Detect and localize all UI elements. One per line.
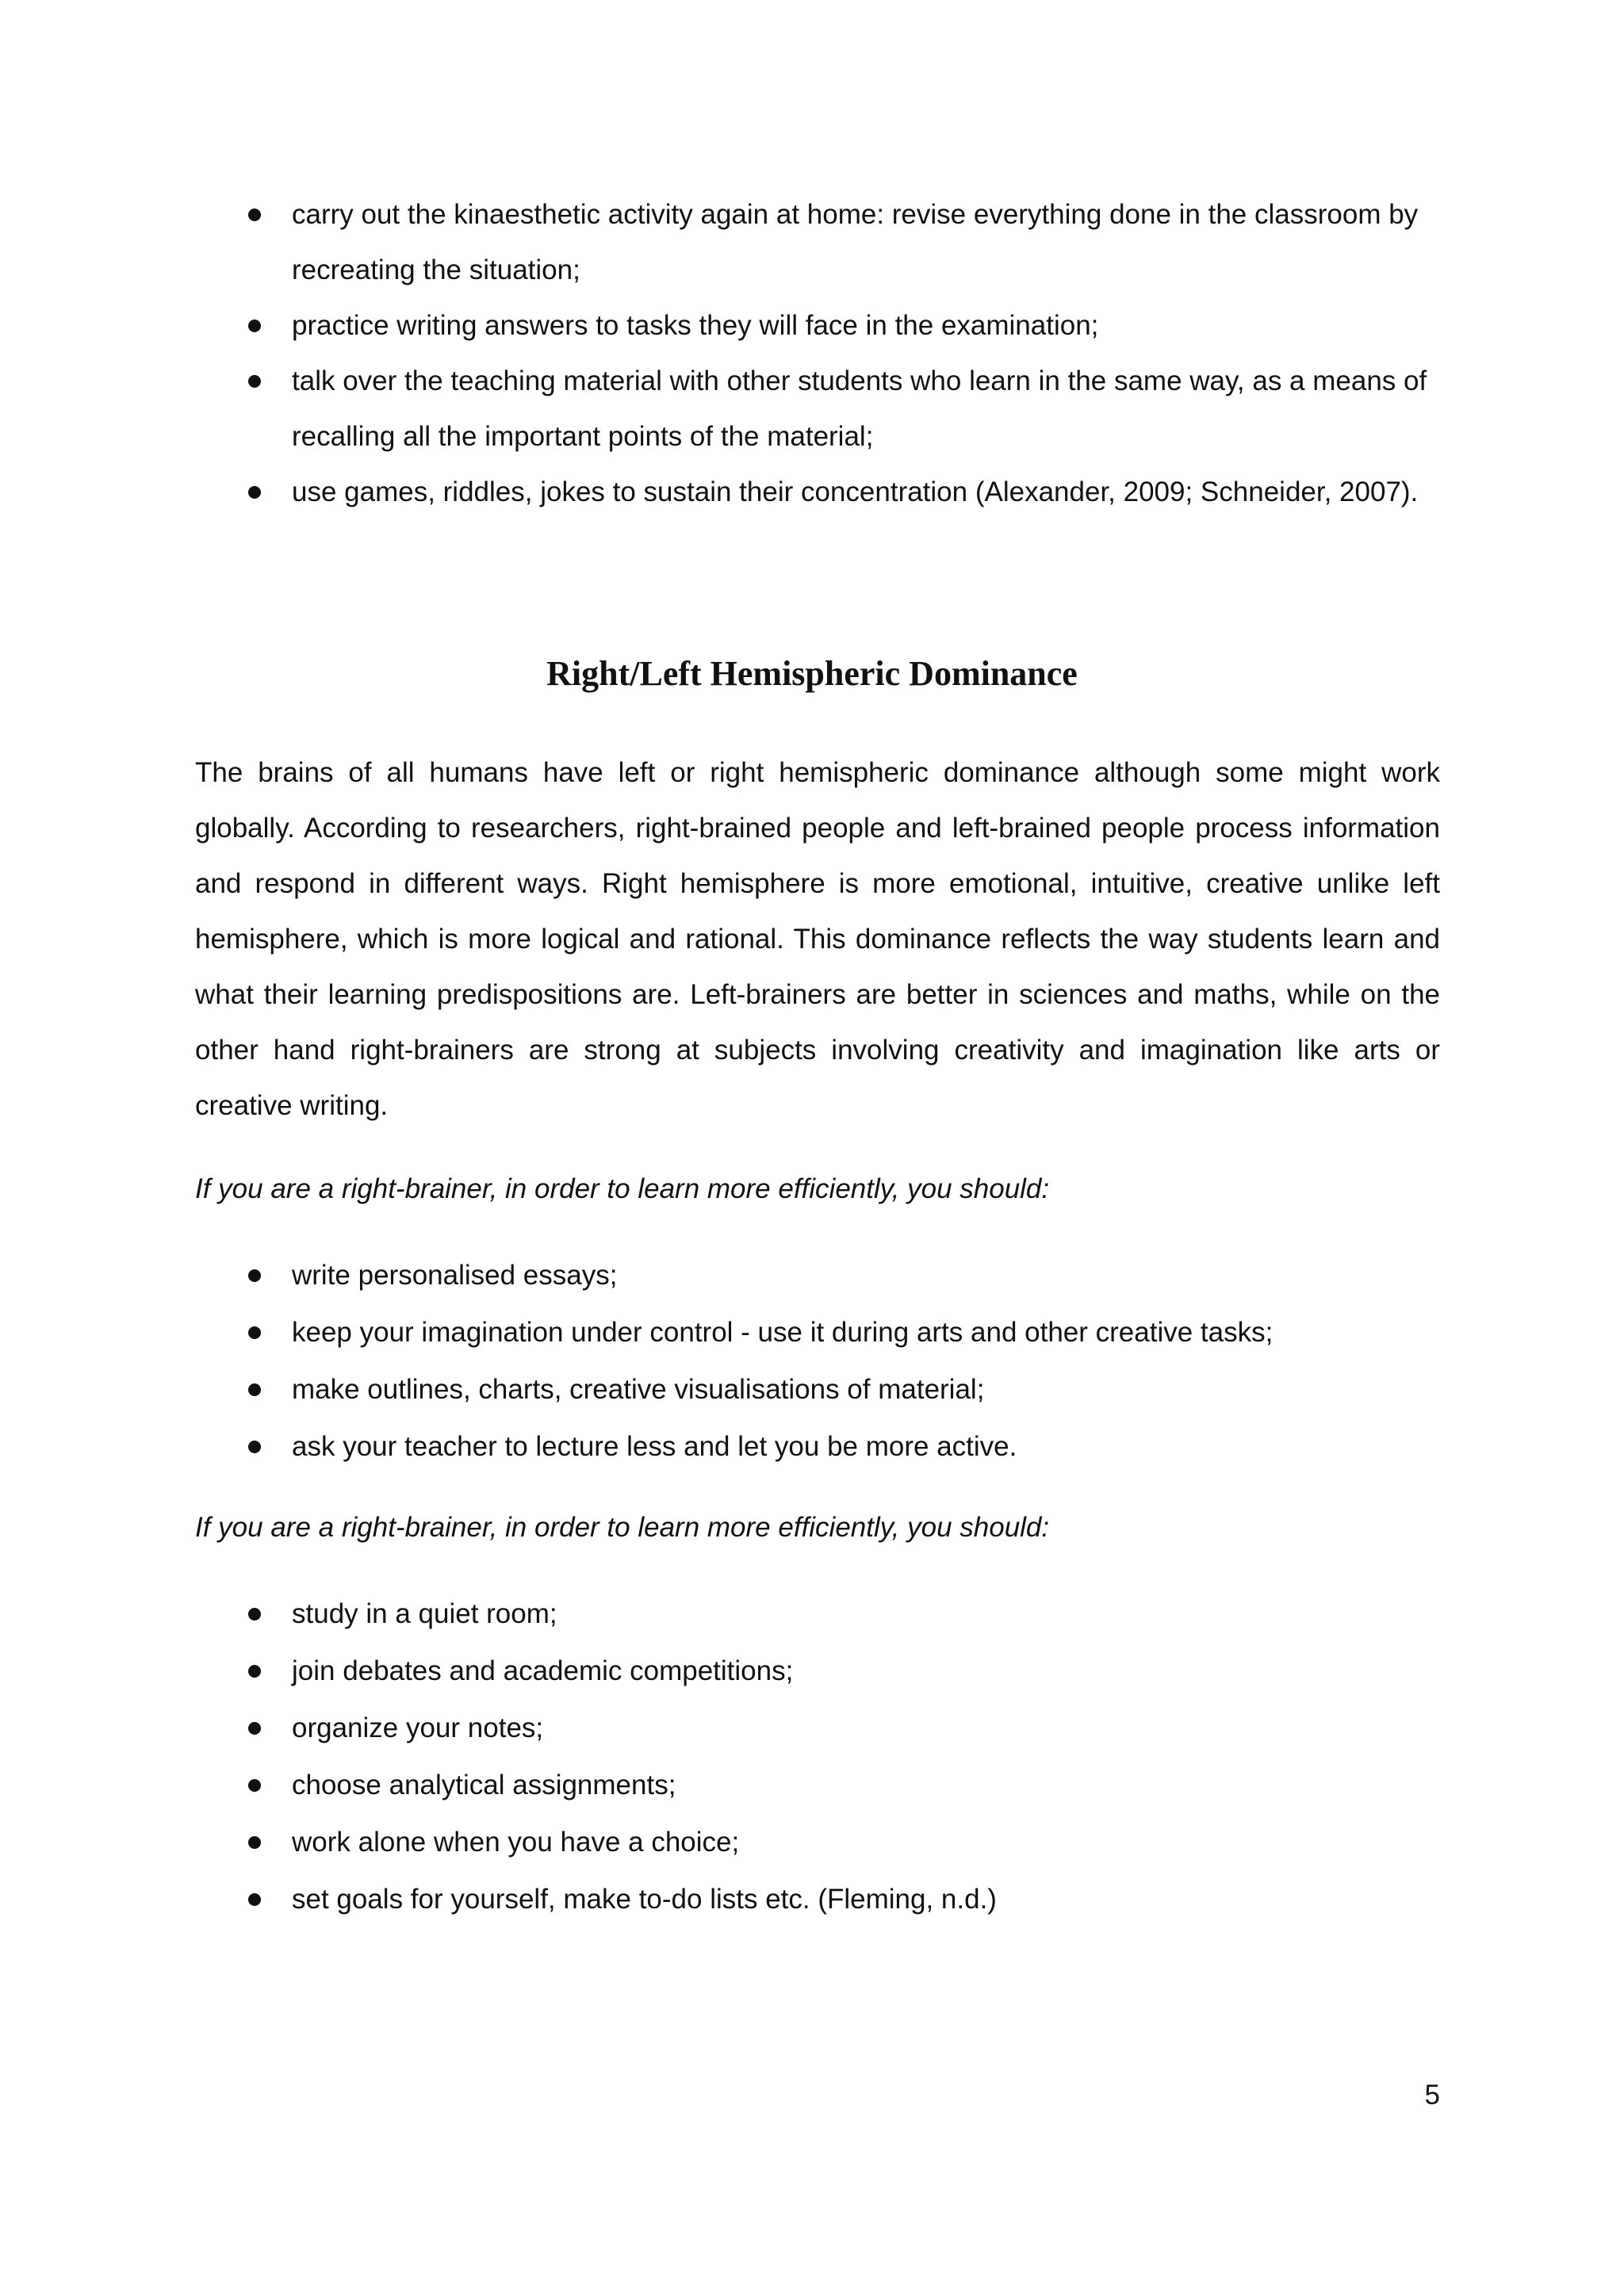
list-item-text: keep your imagination under control - use it during arts and other creative tasks; (292, 1317, 1274, 1348)
list-item-text: set goals for yourself, make to-do lists etc. (Fleming, n.d.) (292, 1884, 997, 1915)
bullet-icon (248, 1608, 261, 1621)
list-item-text: join debates and academic competitions; (292, 1655, 794, 1686)
bullet-icon (248, 1779, 261, 1792)
list-item-text: write personalised essays; (292, 1260, 618, 1291)
list-item-text: practice writing answers to tasks they will face in the examination; (292, 310, 1099, 341)
bullet-icon (248, 1326, 261, 1339)
list-item (195, 1814, 1440, 1871)
second-tips-list (195, 1586, 1440, 1928)
kinaesthetic-tips-list (195, 187, 1440, 520)
list-item (195, 298, 1440, 354)
list-item (195, 1643, 1440, 1700)
section-paragraph: The brains of all humans have left or right hemispheric dominance although some might work globally. According to researchers, right-brained people and left-brained people process information and respond in different ways. Right hemisphere is more emotional, intuitive, creative unlike left hemisphere, which is more logical and rational. This dominance reflects the way students learn and what their learning predispositions are. Left-brainers are better in sciences and maths, while on the other hand right-brainers are strong at subjects involving creativity and imagination like arts or creative writing. (195, 757, 1440, 1121)
list-item (195, 1361, 1440, 1418)
list-item (195, 1247, 1440, 1304)
list-item (195, 187, 1440, 298)
bullet-icon (248, 1269, 261, 1282)
bullet-icon (248, 320, 261, 332)
list-item (195, 1304, 1440, 1361)
list-item-text: work alone when you have a choice; (292, 1827, 740, 1858)
bullet-icon (248, 1665, 261, 1678)
list-item (195, 465, 1440, 520)
list-item (195, 1586, 1440, 1643)
bullet-icon (248, 486, 261, 499)
list-item-text: talk over the teaching material with other students who learn in the same way, as a means of recalling all the important points of the material; (292, 365, 1427, 452)
list-item (195, 1871, 1440, 1928)
list-item-text: ask your teacher to lecture less and let you be more active. (292, 1431, 1017, 1462)
list-item (195, 354, 1440, 465)
list-item-text: carry out the kinaesthetic activity again at home: revise everything done in the classroom by recreating the situation; (292, 199, 1419, 285)
list-item-text: study in a quiet room; (292, 1598, 557, 1629)
list-item-text: make outlines, charts, creative visualisations of material; (292, 1374, 985, 1405)
list-item-text: organize your notes; (292, 1712, 544, 1743)
list-item (195, 1757, 1440, 1814)
bullet-icon (248, 1722, 261, 1735)
section-heading: Right/Left Hemispheric Dominance (546, 654, 1078, 693)
list-item-text: use games, riddles, jokes to sustain their concentration (Alexander, 2009; Schneider, 2007). (292, 476, 1419, 507)
bullet-icon (248, 209, 261, 221)
page-number: 5 (1424, 2080, 1440, 2110)
bullet-icon (248, 1836, 261, 1849)
list-item (195, 1418, 1440, 1475)
second-intro: If you are a right-brainer, in order to learn more efficiently, you should: (195, 1512, 1050, 1543)
bullet-icon (248, 1441, 261, 1453)
list-item-text: choose analytical assignments; (292, 1770, 676, 1800)
bullet-icon (248, 375, 261, 388)
bullet-icon (248, 1383, 261, 1396)
right-brainer-list (195, 1247, 1440, 1475)
right-brainer-intro: If you are a right-brainer, in order to learn more efficiently, you should: (195, 1173, 1050, 1204)
bullet-icon (248, 1893, 261, 1906)
list-item (195, 1700, 1440, 1757)
